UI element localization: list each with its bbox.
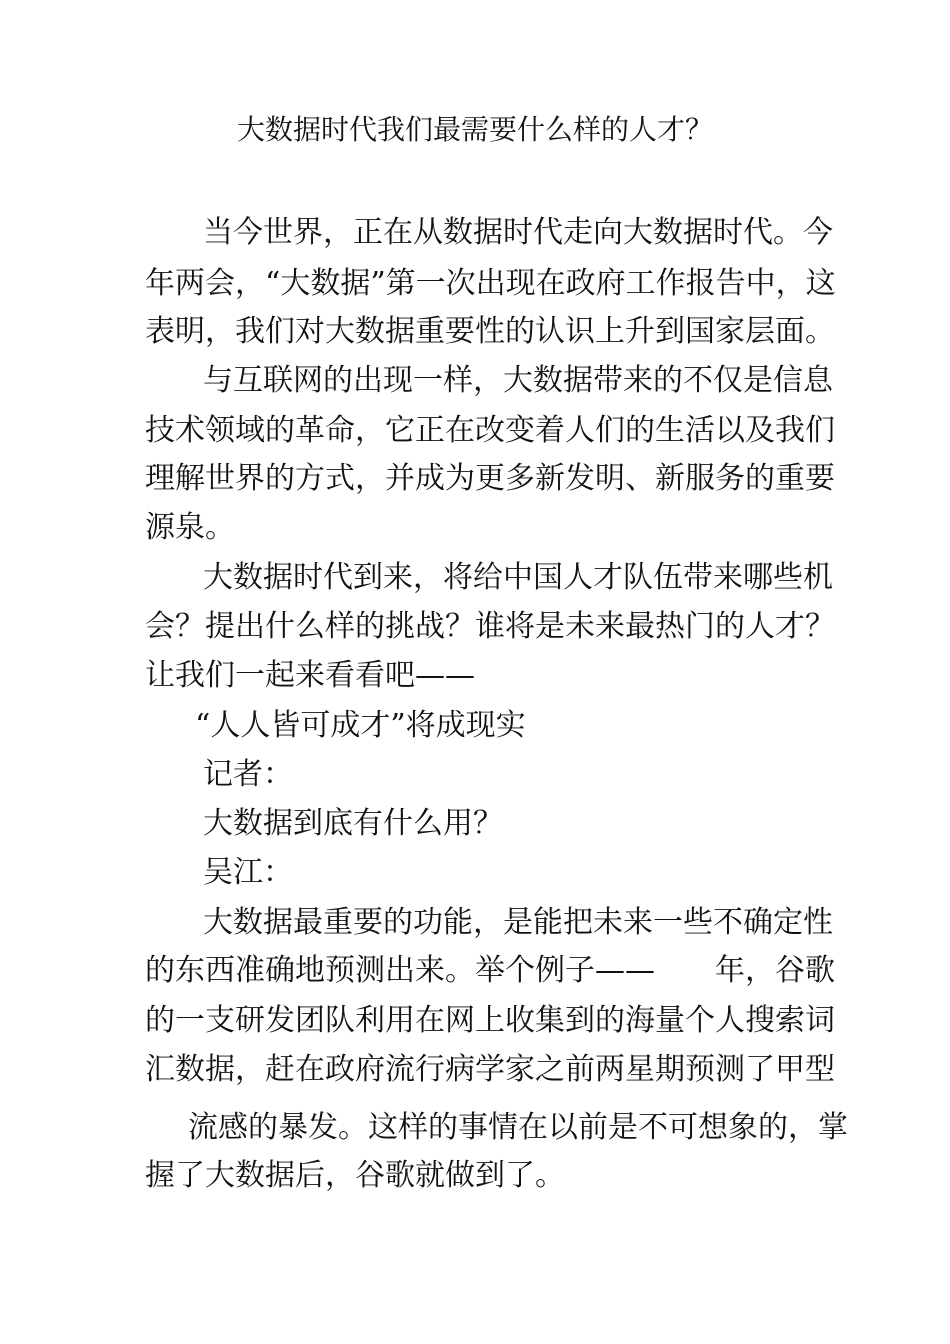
paragraph-line: 理解世界的方式，并成为更多新发明、新服务的重要 <box>145 461 835 496</box>
paragraph-line: 让我们一起来看看吧—— <box>145 658 475 693</box>
speaker-label: 吴江： <box>203 855 293 890</box>
paragraph-line: 年两会，“大数据”第一次出现在政府工作报告中，这 <box>145 266 836 301</box>
paragraph-line: 握了大数据后，谷歌就做到了。 <box>145 1158 565 1193</box>
paragraph-line: 的一支研发团队利用在网上收集到的海量个人搜索词 <box>145 1003 835 1038</box>
paragraph-line: 技术领域的革命，它正在改变着人们的生活以及我们 <box>145 413 835 448</box>
paragraph-line: 与互联网的出现一样，大数据带来的不仅是信息 <box>203 363 833 398</box>
paragraph-line: 大数据时代到来，将给中国人才队伍带来哪些机 <box>203 560 833 595</box>
paragraph-line: 会？提出什么样的挑战？谁将是未来最热门的人才？ <box>145 609 835 644</box>
paragraph-line: 当今世界，正在从数据时代走向大数据时代。今 <box>203 215 833 250</box>
section-heading: “人人皆可成才”将成现实 <box>195 708 526 743</box>
paragraph-line: 大数据到底有什么用？ <box>203 806 503 841</box>
paragraph-line: 汇数据，赶在政府流行病学家之前两星期预测了甲型 <box>145 1052 835 1087</box>
speaker-label: 记者： <box>203 757 293 792</box>
document-title: 大数据时代我们最需要什么样的人才？ <box>236 113 713 146</box>
paragraph-line: 流感的暴发。这样的事情在以前是不可想象的，掌 <box>188 1110 848 1145</box>
paragraph-line: 表明，我们对大数据重要性的认识上升到国家层面。 <box>145 314 835 349</box>
paragraph-line: 大数据最重要的功能，是能把未来一些不确定性 <box>203 905 833 940</box>
paragraph-line: 的东西准确地预测出来。举个例子—— 年，谷歌 <box>145 953 835 988</box>
paragraph-line: 源泉。 <box>145 510 235 545</box>
